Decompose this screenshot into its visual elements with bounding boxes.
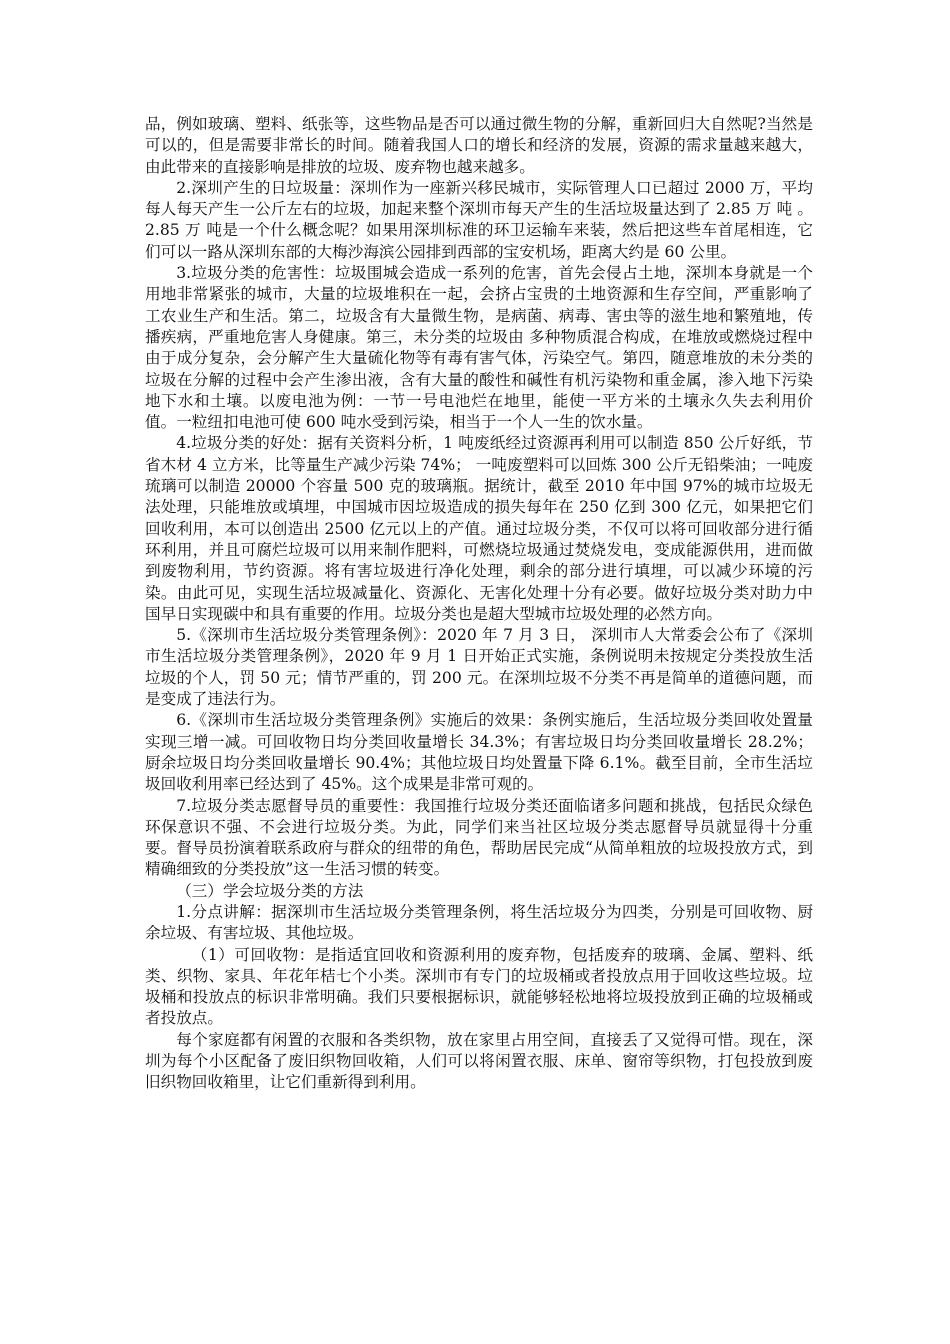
section-heading-methods: （三）学会垃圾分类的方法 [176, 881, 364, 900]
paragraph-volunteer: 7.垃圾分类志愿督导员的重要性：我国推行垃圾分类还面临诸多问题和挑战，包括民众绿色环保意识不强、不会进行垃圾分类。为此，同学们来当社区垃圾分类志愿督导员就显得十分重要。督导员扮演着联系政府与群众的纽带的角色，帮助居民完成“从简单粗放的垃圾投放方式，到精确细致的分类投放”这一生活习惯的转变。 [145, 796, 813, 879]
paragraph-effects: 6.《深圳市生活垃圾分类管理条例》实施后的效果：条例实施后，生活垃圾分类回收处置量实现三增一减。可回收物日均分类回收量增长 34.3%；有害垃圾日均分类回收量增长 28.2%；厨余垃圾日均分类回收量增长 90.4%；其他垃圾日均处置量下降 6.1%。截至目前，全市生活垃圾回收利用率已经达到了 45%。这个成果是非常可观的。 [145, 711, 813, 794]
paragraph-intro-continuation: 品，例如玻璃、塑料、纸张等，这些物品是否可以通过微生物的分解，重新回归大自然呢?当然是可以的，但是需要非常长的时间。随着我国人口的增长和经济的发展，资源的需求量越来越大，由此带来的直接影响是排放的垃圾、废弃物也越来越多。 [145, 115, 813, 176]
paragraph-textiles: 每个家庭都有闲置的衣服和各类织物，放在家里占用空间，直接丢了又觉得可惜。现在，深圳为每个小区配备了废旧织物回收箱，人们可以将闲置衣服、床单、窗帘等织物，打包投放到废旧织物回收箱里，让它们重新得到利用。 [145, 1030, 813, 1092]
paragraph-regulation: 5.《深圳市生活垃圾分类管理条例》：2020 年 7 月 3 日， 深圳市人大常委会公布了《深圳市生活垃圾分类管理条例》，2020 年 9 月 1 日开始正式实施，条例说明未按规定分类投放生活垃圾的个人，罚 50 元；情节严重的，罚 200 元。在深圳垃圾不分类不再是简单的道德问题，而是变成了违法行为。 [145, 626, 813, 709]
paragraph-harm: 3.垃圾分类的危害性：垃圾围城会造成一系列的危害，首先会侵占土地，深圳本身就是一个用地非常紧张的城市，大量的垃圾堆积在一起，会挤占宝贵的土地资源和生存空间，严重影响了工农业生产和生活。第二，垃圾含有大量微生物，是病菌、病毒、害虫等的滋生地和繁殖地，传播疾病，严重地危害人身健康。第三，未分类的垃圾由 多种物质混合构成，在堆放或燃烧过程中由于成分复杂，会分解产生大量硫化物等有毒有害气体，污染空气。第四，随意堆放的未分类的垃圾在分解的过程中会产生渗出液，含有大量的酸性和碱性有机污染物和重金属，渗入地下污染地下水和土壤。以废电池为例：一节一号电池烂在地里，能使一平方米的土壤永久失去利用价值。一粒纽扣电池可使 600 吨水受到污染，相当于一个人一生的饮水量。 [145, 264, 813, 432]
paragraph-benefits: 4.垃圾分类的好处：据有关资料分析，1 吨废纸经过资源再利用可以制造 850 公斤好纸，节省木材 4 立方米，比等量生产减少污染 74%； 一吨废塑料可以回炼 300 公斤无铅柴油；一吨废琉璃可以制造 20000 个容量 500 克的玻璃瓶。据统计，截至 2010 年中国 97%的城市垃圾无法处理，只能堆放或填埋，中国城市因垃圾造成的损失每年在 250 亿到 300 亿元，如果把它们回收利用，本可以创造出 2500 亿元以上的产值。通过垃圾分类，不仅可以将可回收部分进行循环利用，并且可腐烂垃圾可以用来制作肥料，可燃烧垃圾通过焚烧发电，变成能源供用，进而做到废物利用，节约资源。将有害垃圾进行净化处理，剩余的部分进行填埋，可以减少环境的污染。由此可见，实现生活垃圾减量化、资源化、无害化处理十分有必要。做好垃圾分类对助力中国早日实现碳中和具有重要的作用。垃圾分类也是超大型城市垃圾处理的必然方向。 [145, 434, 813, 623]
paragraph-recyclables: （1）可回收物：是指适宜回收和资源利用的废弃物，包括废弃的玻璃、金属、塑料、纸类、织物、家具、年花年桔七个小类。深圳市有专门的垃圾桶或者投放点用于回收这些垃圾。垃圾桶和投放点的标识非常明确。我们只要根据标识，就能够轻松地将垃圾投放到正确的垃圾桶或者投放点。 [145, 945, 813, 1028]
paragraph-daily-garbage: 2.深圳产生的日垃圾量：深圳作为一座新兴移民城市，实际管理人口已超过 2000 万，平均每人每天产生一公斤左右的垃圾，加起来整个深圳市每天产生的生活垃圾量达到了 2.85 万 吨 。2.85 万 吨是一个什么概念呢？如果用深圳标准的环卫运输车来装，然后把这些车首尾相连，它们可以一路从深圳东部的大梅沙海滨公园排到西部的宝安机场，距离大约是 60 公里。 [145, 178, 813, 261]
paragraph-four-categories: 1.分点讲解：据深圳市生活垃圾分类管理条例，将生活垃圾分为四类，分别是可回收物、厨余垃圾、有害垃圾、其他垃圾。 [145, 902, 813, 943]
document-body [145, 114, 813, 1094]
